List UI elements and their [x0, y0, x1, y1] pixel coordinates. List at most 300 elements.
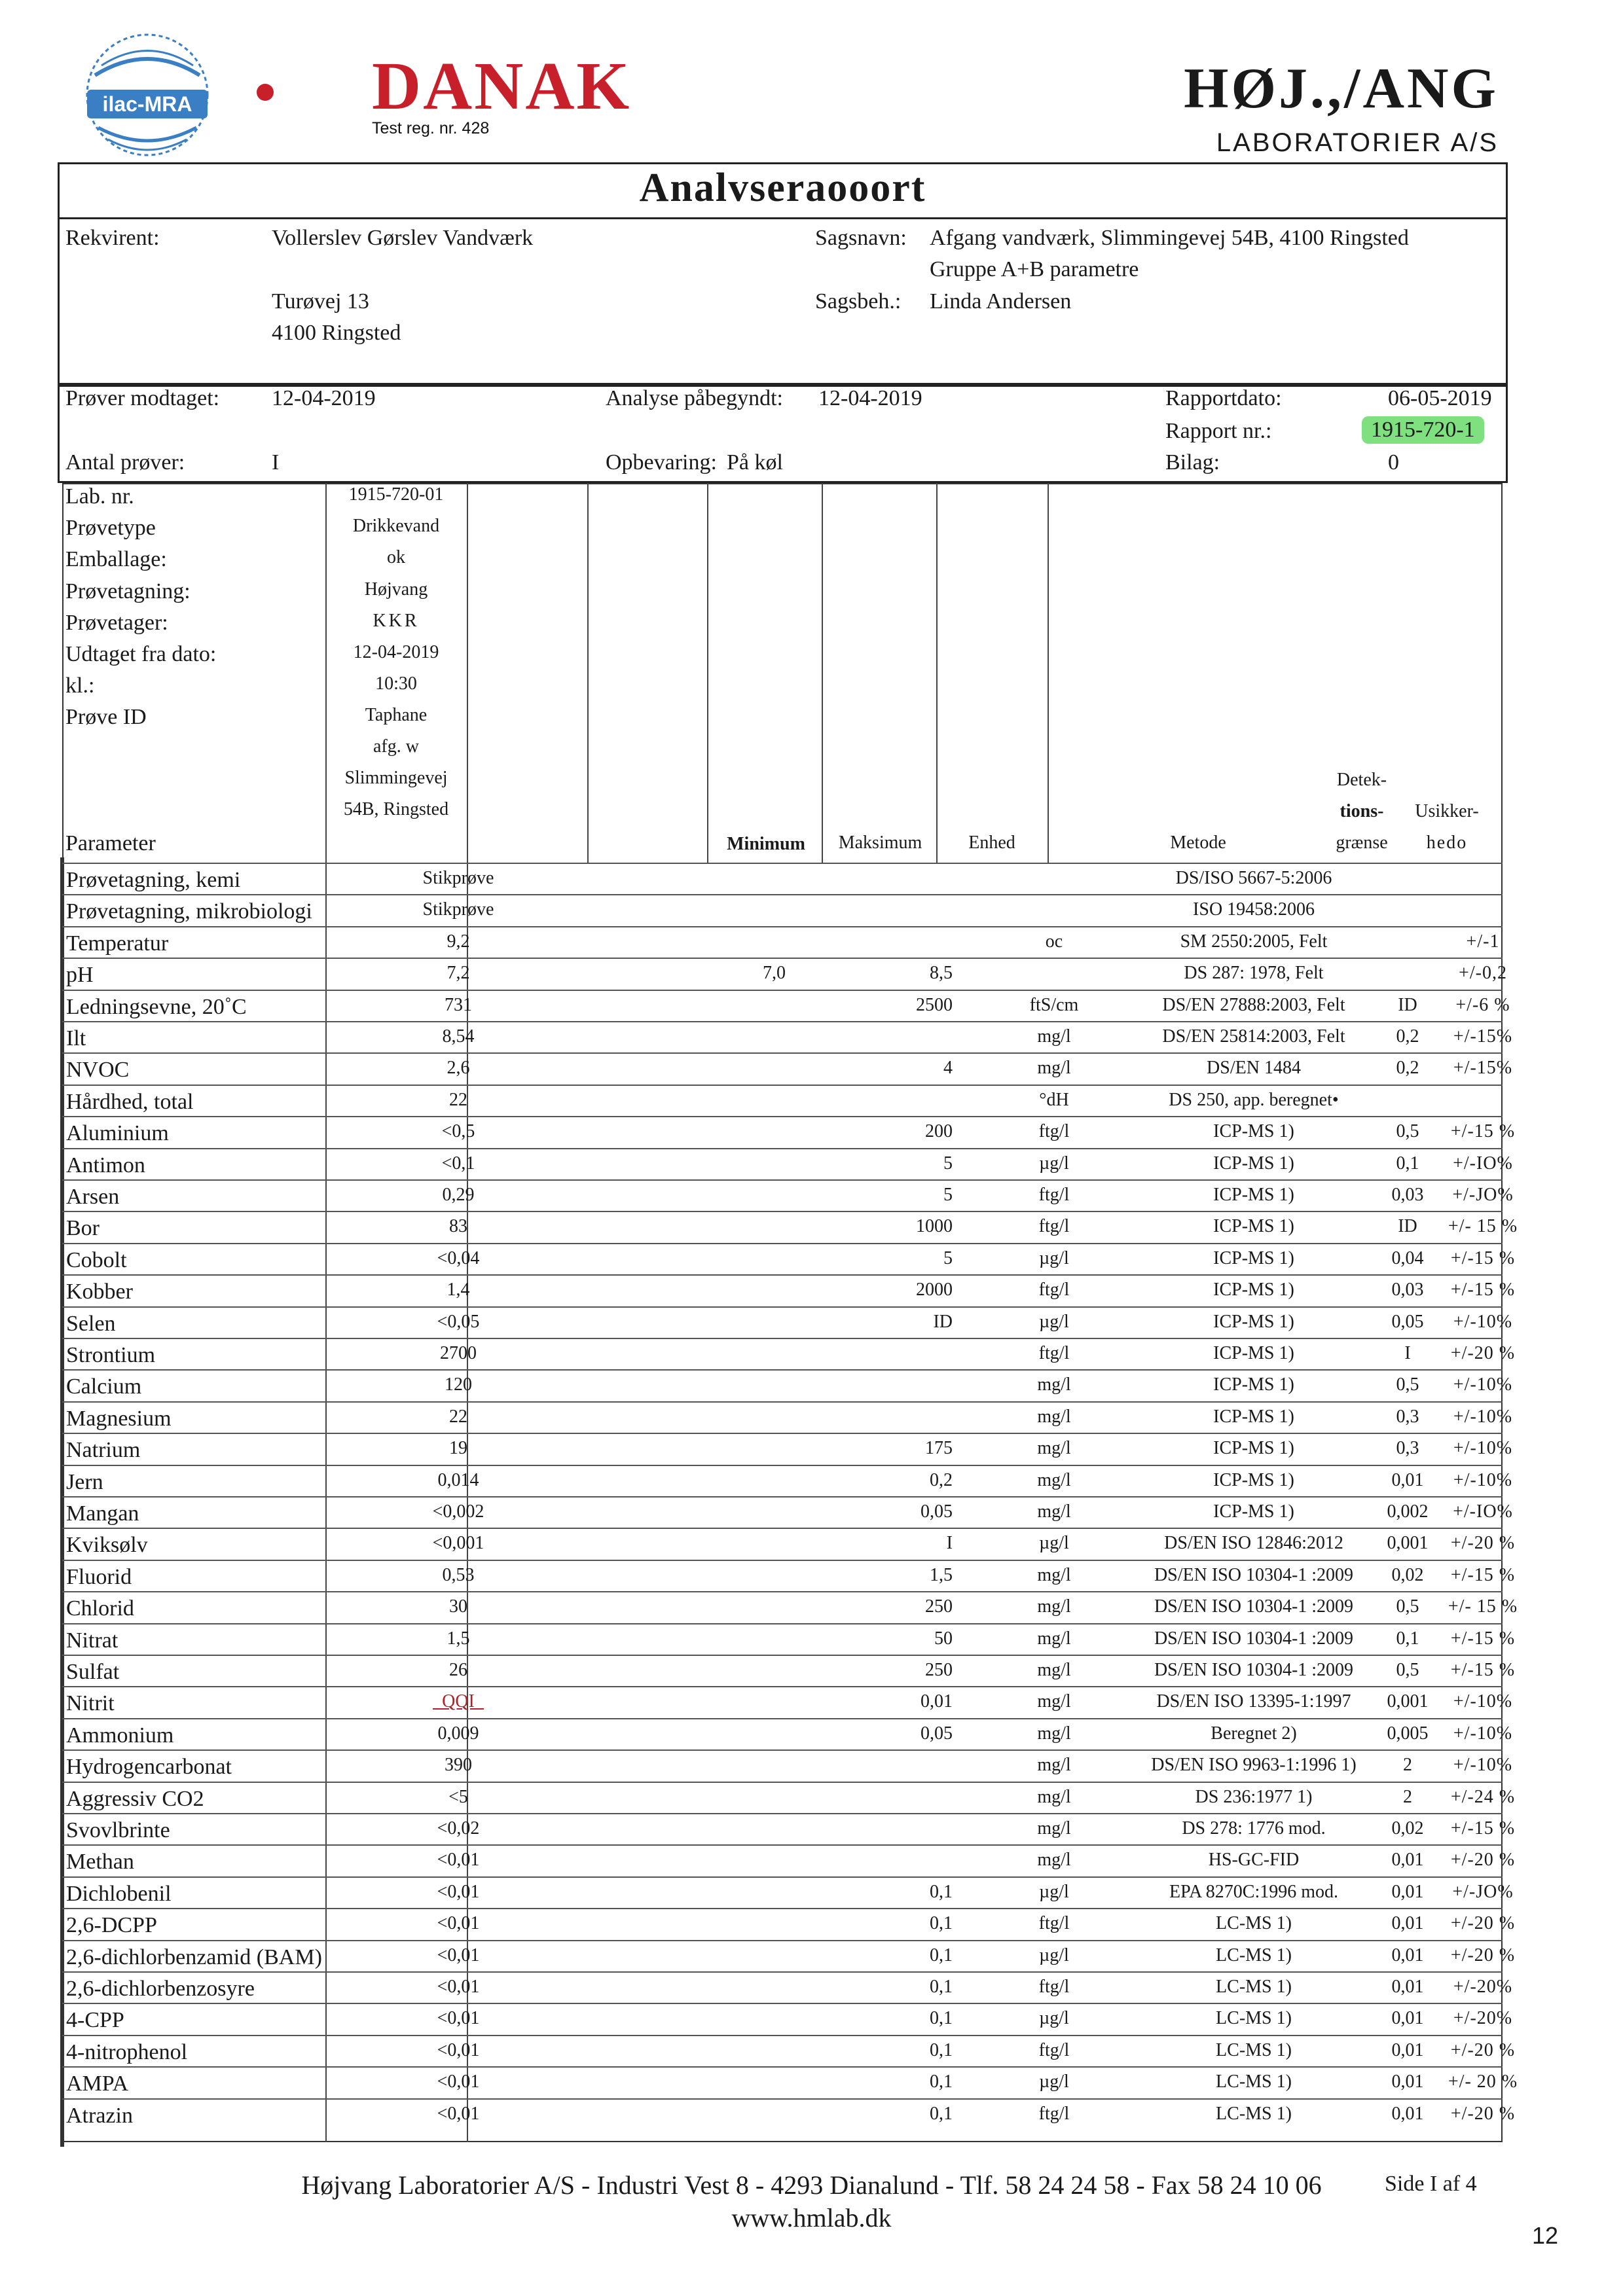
row-parameter: Nitrit	[66, 1691, 115, 1716]
table-row	[62, 1496, 1513, 1528]
row-unit: µg/l	[1039, 1945, 1069, 1965]
row-parameter: Chlorid	[66, 1596, 134, 1621]
row-value: <0,01	[437, 1881, 480, 1902]
sample-label: Lab. nr.	[65, 484, 134, 509]
col-divider	[587, 483, 589, 863]
row-uncertainty: +/- 15 %	[1448, 1596, 1518, 1617]
row-method: ICP-MS 1)	[1213, 1216, 1294, 1237]
row-unit: mg/l	[1037, 1660, 1071, 1680]
row-method: DS/EN 27888:2003, Felt	[1162, 994, 1345, 1015]
row-uncertainty: +/-1	[1466, 931, 1500, 952]
row-value: <0,1	[441, 1153, 475, 1174]
row-value: 390	[445, 1755, 472, 1776]
row-method: LC-MS 1)	[1216, 1913, 1292, 1934]
row-method: ICP-MS 1)	[1213, 1153, 1294, 1174]
row-parameter: 2,6-dichlorbenzamid (BAM)	[66, 1945, 322, 1969]
col-header-metode: Metode	[1170, 833, 1226, 853]
table-row	[62, 926, 1503, 958]
sample-value: ok	[387, 547, 405, 567]
row-unit: mg/l	[1037, 1596, 1071, 1617]
row-uncertainty: +/-15 %	[1450, 1564, 1516, 1585]
row-method: ICP-MS 1)	[1213, 1121, 1294, 1142]
row-detection-limit: 0,01	[1391, 2103, 1424, 2124]
case-name-line1: Afgang vandværk, Slimmingevej 54B, 4100 Ringsted	[930, 226, 1409, 250]
sample-value: 1915-720-01	[348, 484, 444, 505]
row-method: DS/EN ISO 10304-1 :2009	[1154, 1660, 1354, 1680]
row-unit: mg/l	[1037, 1058, 1071, 1079]
row-value: <0,01	[437, 2103, 480, 2124]
row-unit: mg/l	[1037, 1501, 1071, 1522]
row-detection-limit: 0,2	[1396, 1026, 1419, 1047]
row-maksimum: 4	[943, 1058, 953, 1079]
report-no-label: Rapport nr.:	[1165, 419, 1272, 443]
row-value-handwritten: _QQI_	[433, 1691, 484, 1712]
row-parameter: Jern	[66, 1469, 103, 1494]
report-title: Analvseraooort	[639, 166, 926, 210]
row-maksimum: 2000	[916, 1280, 953, 1300]
row-detection-limit: 0,3	[1396, 1406, 1419, 1427]
row-uncertainty: +/-10%	[1453, 1723, 1513, 1744]
row-detection-limit: 0,001	[1387, 1691, 1429, 1712]
title-divider	[58, 217, 1508, 219]
sample-value: Slimmingevej	[344, 768, 448, 788]
client-street: Turøvej 13	[272, 289, 369, 314]
table-row	[62, 1179, 1514, 1211]
row-detection-limit: ID	[1398, 1216, 1417, 1237]
row-parameter: Hydrogencarbonat	[66, 1755, 232, 1780]
row-value: 120	[445, 1374, 472, 1395]
row-unit: ftg/l	[1038, 1185, 1070, 1205]
received-label: Prøver modtaget:	[65, 386, 220, 410]
ilac-mra-logo	[69, 29, 226, 160]
row-parameter: Svovlbrinte	[66, 1818, 170, 1842]
row-detection-limit: 0,01	[1391, 2072, 1424, 2092]
client-name: Vollerslev Gørslev Vandværk	[272, 226, 534, 250]
row-parameter: Aggressiv CO2	[66, 1786, 204, 1811]
row-method: DS/ISO 5667-5:2006	[1175, 868, 1332, 888]
row-parameter: Ammonium	[66, 1723, 174, 1748]
sample-label: kl.:	[65, 673, 95, 698]
table-row	[62, 1148, 1513, 1179]
table-row	[62, 1718, 1513, 1749]
sample-value: Drikkevand	[352, 516, 440, 536]
row-value: <0,002	[432, 1501, 484, 1522]
row-maksimum: 0,1	[930, 2039, 953, 2060]
row-parameter: Arsen	[66, 1185, 120, 1209]
row-uncertainty: +/-10%	[1453, 1691, 1513, 1712]
table-row	[62, 1908, 1516, 1939]
table-row	[62, 894, 1503, 925]
sample-label: Prøvetype	[65, 516, 156, 540]
table-row	[62, 1369, 1513, 1401]
table-row	[62, 1433, 1513, 1464]
row-parameter: Selen	[66, 1311, 116, 1336]
row-maksimum: 1,5	[930, 1564, 953, 1585]
table-row	[62, 863, 1503, 894]
row-detection-limit: 0,5	[1396, 1660, 1419, 1680]
ilac-label: ilac-MRA	[102, 92, 192, 116]
row-uncertainty: +/-15%	[1453, 1026, 1513, 1047]
row-parameter: Ledningsevne, 20˚C	[66, 994, 247, 1019]
row-method: DS/EN ISO 12846:2012	[1164, 1533, 1343, 1554]
started-date: 12-04-2019	[818, 386, 922, 410]
row-parameter: Ilt	[66, 1026, 86, 1050]
col-header-detek-2: tions-	[1340, 801, 1384, 821]
row-unit: mg/l	[1037, 1786, 1071, 1807]
row-detection-limit: 0,04	[1391, 1247, 1424, 1268]
row-method: HS-GC-FID	[1208, 1850, 1300, 1871]
row-method: ICP-MS 1)	[1213, 1469, 1294, 1490]
row-unit: ftg/l	[1038, 1913, 1070, 1934]
table-row	[62, 1465, 1513, 1496]
row-parameter: Hårdhed, total	[66, 1089, 194, 1114]
row-detection-limit: 0,01	[1391, 1469, 1424, 1490]
row-unit: oc	[1045, 931, 1063, 952]
row-value: <0,01	[437, 1945, 480, 1965]
row-maksimum: 0,1	[930, 1881, 953, 1902]
row-uncertainty: +/-10%	[1453, 1469, 1513, 1490]
row-method: LC-MS 1)	[1216, 2008, 1292, 2029]
row-maksimum: 0,1	[930, 2103, 953, 2124]
table-row	[62, 1243, 1516, 1274]
table-row	[62, 1591, 1518, 1623]
row-uncertainty: +/-10%	[1453, 1406, 1513, 1427]
row-method: ICP-MS 1)	[1213, 1374, 1294, 1395]
sample-value: KKR	[373, 611, 420, 631]
row-detection-limit: ID	[1398, 994, 1417, 1015]
row-unit: mg/l	[1037, 1026, 1071, 1047]
row-parameter: Dichlobenil	[66, 1881, 172, 1906]
row-detection-limit: 0,002	[1387, 1501, 1429, 1522]
col-header-detek-1: Detek-	[1336, 770, 1387, 790]
row-detection-limit: 0,01	[1391, 1945, 1424, 1965]
sample-value: Højvang	[364, 579, 428, 600]
row-parameter: Kobber	[66, 1280, 133, 1304]
row-value: <0,01	[437, 1977, 480, 1997]
row-detection-limit: 0,01	[1391, 1850, 1424, 1871]
col-header-parameter: Parameter	[65, 831, 156, 855]
table-row	[62, 1782, 1516, 1813]
row-detection-limit: 0,5	[1396, 1374, 1419, 1395]
row-detection-limit: 0,5	[1396, 1596, 1419, 1617]
row-unit: mg/l	[1037, 1374, 1071, 1395]
row-value: 0,53	[442, 1564, 475, 1585]
row-unit: ftg/l	[1038, 2103, 1070, 2124]
row-uncertainty: +/-10%	[1453, 1755, 1513, 1776]
row-parameter: Antimon	[66, 1153, 145, 1177]
row-value: 0,29	[442, 1185, 475, 1205]
row-method: LC-MS 1)	[1216, 2103, 1292, 2124]
row-unit: µg/l	[1039, 2072, 1069, 2092]
col-divider	[822, 483, 823, 863]
row-value: <0,04	[437, 1247, 480, 1268]
row-unit: ftg/l	[1038, 1280, 1070, 1300]
table-row	[62, 1560, 1516, 1591]
row-uncertainty: +/-15 %	[1450, 1818, 1516, 1839]
row-method: LC-MS 1)	[1216, 2072, 1292, 2092]
row-parameter: 2,6-DCPP	[66, 1913, 157, 1938]
row-value: 19	[449, 1438, 467, 1459]
row-maksimum: 250	[925, 1660, 953, 1680]
row-value: 22	[449, 1406, 467, 1427]
table-row	[62, 1274, 1516, 1306]
row-detection-limit: 0,1	[1396, 1628, 1419, 1649]
row-method: ICP-MS 1)	[1213, 1247, 1294, 1268]
row-method: ICP-MS 1)	[1213, 1406, 1294, 1427]
row-parameter: Magnesium	[66, 1406, 172, 1431]
row-parameter: Fluorid	[66, 1564, 132, 1589]
row-unit: ftg/l	[1038, 1121, 1070, 1142]
row-uncertainty: +/-15 %	[1450, 1280, 1516, 1300]
lab-logo-name: HØJ.,/ANG	[1184, 57, 1499, 120]
row-parameter: NVOC	[66, 1058, 130, 1083]
row-maksimum: 8,5	[930, 963, 953, 984]
row-value: 2,6	[447, 1058, 470, 1079]
row-value: <0,01	[437, 1850, 480, 1871]
row-parameter: Mangan	[66, 1501, 139, 1526]
row-uncertainty: +/-JO%	[1452, 1881, 1514, 1902]
row-method: DS/EN ISO 9963-1:1996 1)	[1151, 1755, 1357, 1776]
row-detection-limit: 0,02	[1391, 1564, 1424, 1585]
row-detection-limit: 2	[1403, 1755, 1412, 1776]
row-uncertainty: +/-20 %	[1450, 1343, 1516, 1363]
row-unit: µg/l	[1039, 2008, 1069, 2029]
sample-count-label: Antal prøver:	[65, 450, 185, 475]
row-detection-limit: 0,01	[1391, 2008, 1424, 2029]
row-maksimum: I	[946, 1533, 953, 1554]
row-value: <5	[448, 1786, 468, 1807]
row-maksimum: 0,01	[921, 1691, 953, 1712]
row-value: 1,4	[447, 1280, 470, 1300]
storage-label: Opbevaring:	[606, 450, 717, 475]
row-method: DS/EN 25814:2003, Felt	[1162, 1026, 1345, 1047]
row-method: DS/EN ISO 10304-1 :2009	[1154, 1564, 1354, 1585]
row-value: 731	[445, 994, 472, 1015]
row-value: 30	[449, 1596, 467, 1617]
row-parameter: Prøvetagning, kemi	[66, 868, 241, 892]
row-unit: ftg/l	[1038, 1977, 1070, 1997]
row-value: 7,2	[447, 963, 470, 984]
row-maksimum: 0,1	[930, 2008, 953, 2029]
row-value: Stikprøve	[422, 868, 494, 888]
table-row	[62, 1211, 1518, 1242]
sample-label: Prøvetager:	[65, 611, 168, 635]
row-maksimum: 1000	[916, 1216, 953, 1237]
danak-dot	[257, 84, 274, 101]
row-parameter: AMPA	[66, 2072, 129, 2096]
row-value: <0,001	[432, 1533, 484, 1554]
row-uncertainty: +/-6 %	[1455, 994, 1510, 1015]
row-uncertainty: +/-20 %	[1450, 2103, 1516, 2124]
row-uncertainty: +/-20 %	[1450, 1913, 1516, 1934]
row-method: DS 287: 1978, Felt	[1184, 963, 1324, 984]
row-parameter: Aluminium	[66, 1121, 169, 1146]
row-method: LC-MS 1)	[1216, 1945, 1292, 1965]
sample-value: Taphane	[365, 705, 428, 725]
row-detection-limit: 0,3	[1396, 1438, 1419, 1459]
row-detection-limit: 0,005	[1387, 1723, 1429, 1744]
row-unit: mg/l	[1037, 1628, 1071, 1649]
row-detection-limit: 0,05	[1391, 1311, 1424, 1332]
row-method: ICP-MS 1)	[1213, 1185, 1294, 1205]
row-unit: ftg/l	[1038, 1343, 1070, 1363]
row-unit: mg/l	[1037, 1438, 1071, 1459]
row-unit: mg/l	[1037, 1723, 1071, 1744]
row-parameter: 4-nitrophenol	[66, 2039, 188, 2064]
row-uncertainty: +/-20 %	[1450, 1533, 1516, 1554]
row-uncertainty: +/-15 %	[1450, 1660, 1516, 1680]
row-parameter: pH	[66, 963, 94, 988]
row-value: <0,01	[437, 2008, 480, 2029]
row-maksimum: 5	[943, 1153, 953, 1174]
col-header-detek-3: grænse	[1336, 833, 1388, 853]
sample-value: 10:30	[375, 673, 417, 694]
row-uncertainty: +/-JO%	[1452, 1185, 1514, 1205]
row-value: 2700	[440, 1343, 477, 1363]
row-uncertainty: +/-20 %	[1450, 2039, 1516, 2060]
row-maksimum: 0,1	[930, 1913, 953, 1934]
table-row	[62, 1844, 1516, 1876]
row-unit: µg/l	[1039, 1881, 1069, 1902]
row-value: <0,5	[441, 1121, 475, 1142]
col-header-usikker-2: hedo	[1426, 833, 1468, 853]
lab-logo-subtitle: LABORATORIER A/S	[1216, 128, 1499, 157]
row-detection-limit: 0,03	[1391, 1185, 1424, 1205]
row-parameter: Nitrat	[66, 1628, 119, 1653]
table-row	[62, 1401, 1513, 1433]
sample-value: 54B, Ringsted	[343, 799, 449, 819]
row-parameter: Temperatur	[66, 931, 169, 956]
row-maksimum: 0,2	[930, 1469, 953, 1490]
row-uncertainty: +/-15%	[1453, 1058, 1513, 1079]
row-method: ISO 19458:2006	[1193, 899, 1315, 920]
row-detection-limit: I	[1404, 1343, 1411, 1363]
table-row	[62, 1686, 1513, 1717]
row-detection-limit: 0,01	[1391, 2039, 1424, 2060]
sample-value: afg. w	[373, 736, 419, 757]
row-uncertainty: +/-20%	[1453, 1977, 1513, 1997]
row-unit: °dH	[1039, 1089, 1069, 1110]
row-uncertainty: +/- 15 %	[1448, 1216, 1518, 1237]
row-value: <0,01	[437, 2039, 480, 2060]
table-row	[62, 2035, 1516, 2066]
row-parameter: 4-CPP	[66, 2008, 124, 2033]
row-method: DS/EN ISO 10304-1 :2009	[1154, 1596, 1354, 1617]
col-header-usikker-1: Usikker-	[1415, 801, 1479, 821]
row-method: DS/EN 1484	[1207, 1058, 1301, 1079]
row-parameter: Atrazin	[66, 2103, 133, 2128]
row-detection-limit: 0,02	[1391, 1818, 1424, 1839]
row-uncertainty: +/-24 %	[1450, 1786, 1516, 1807]
row-maksimum: 250	[925, 1596, 953, 1617]
row-method: DS 236:1977 1)	[1195, 1786, 1313, 1807]
row-unit: mg/l	[1037, 1564, 1071, 1585]
row-unit: mg/l	[1037, 1691, 1071, 1712]
col-header-minimum: Minimum	[727, 834, 805, 854]
row-unit: µg/l	[1039, 1153, 1069, 1174]
case-name-label: Sagsnavn:	[815, 226, 907, 250]
row-method: DS 278: 1776 mod.	[1182, 1818, 1326, 1839]
page-indicator: Side I af 4	[1385, 2172, 1477, 2196]
row-value: 26	[449, 1660, 467, 1680]
row-parameter: 2,6-dichlorbenzosyre	[66, 1977, 255, 2001]
row-parameter: Kviksølv	[66, 1533, 148, 1558]
row-value: 0,009	[437, 1723, 479, 1744]
row-parameter: Strontium	[66, 1343, 156, 1367]
row-uncertainty: +/-15 %	[1450, 1628, 1516, 1649]
page-number: 12	[1532, 2222, 1559, 2249]
appendix-label: Bilag:	[1165, 450, 1220, 475]
row-method: DS 250, app. beregnet•	[1169, 1089, 1339, 1110]
table-row	[62, 1306, 1513, 1338]
row-unit: ftg/l	[1038, 2039, 1070, 2060]
row-value: 22	[449, 1089, 467, 1110]
row-value: <0,05	[437, 1311, 480, 1332]
row-maksimum: 175	[925, 1438, 953, 1459]
row-minimum: 7,0	[763, 963, 786, 984]
row-uncertainty: +/-10%	[1453, 1311, 1513, 1332]
row-parameter: Cobolt	[66, 1247, 127, 1272]
row-value: 83	[449, 1216, 467, 1237]
row-uncertainty: +/-15 %	[1450, 1121, 1516, 1142]
row-uncertainty: +/-20 %	[1450, 1850, 1516, 1871]
table-row	[62, 1021, 1513, 1052]
row-maksimum: 0,1	[930, 1945, 953, 1965]
received-date: 12-04-2019	[272, 386, 376, 410]
sample-label: Prøvetagning:	[65, 579, 191, 603]
table-row	[62, 1052, 1513, 1084]
table-row	[62, 1813, 1516, 1844]
started-label: Analyse påbegyndt:	[606, 386, 783, 410]
col-divider	[707, 483, 708, 863]
footer-url: www.hmlab.dk	[731, 2203, 892, 2233]
row-maksimum: 2500	[916, 994, 953, 1015]
row-uncertainty: +/-10%	[1453, 1374, 1513, 1395]
row-method: ICP-MS 1)	[1213, 1501, 1294, 1522]
table-row	[62, 1749, 1513, 1781]
row-detection-limit: 0,2	[1396, 1058, 1419, 1079]
table-row	[62, 1623, 1516, 1655]
row-unit: ftg/l	[1038, 1216, 1070, 1237]
sample-label: Udtaget fra dato:	[65, 642, 217, 666]
table-row	[62, 2003, 1513, 2034]
row-maksimum: 5	[943, 1185, 953, 1205]
table-row	[62, 1655, 1516, 1686]
row-uncertainty: +/-20 %	[1450, 1945, 1516, 1965]
table-row	[62, 990, 1510, 1021]
row-unit: mg/l	[1037, 1818, 1071, 1839]
table-row	[62, 1971, 1513, 2003]
storage-value: På køl	[727, 450, 783, 475]
row-parameter: Bor	[66, 1216, 100, 1241]
row-detection-limit: 0,1	[1396, 1153, 1419, 1174]
table-row	[62, 1338, 1516, 1369]
row-uncertainty: +/- 20 %	[1448, 2072, 1518, 2092]
row-uncertainty: +/-0,2	[1459, 963, 1507, 984]
row-value: 0,014	[437, 1469, 479, 1490]
row-uncertainty: +/-10%	[1453, 1438, 1513, 1459]
sample-count: I	[272, 450, 280, 475]
row-parameter: Calcium	[66, 1374, 142, 1399]
table-row	[62, 1876, 1514, 1908]
row-method: ICP-MS 1)	[1213, 1343, 1294, 1363]
row-maksimum: 0,1	[930, 1977, 953, 1997]
row-detection-limit: 2	[1403, 1786, 1412, 1807]
row-detection-limit: 0,01	[1391, 1977, 1424, 1997]
row-value: 8,54	[442, 1026, 475, 1047]
row-parameter: Sulfat	[66, 1660, 120, 1684]
row-parameter: Prøvetagning, mikrobiologi	[66, 899, 312, 924]
